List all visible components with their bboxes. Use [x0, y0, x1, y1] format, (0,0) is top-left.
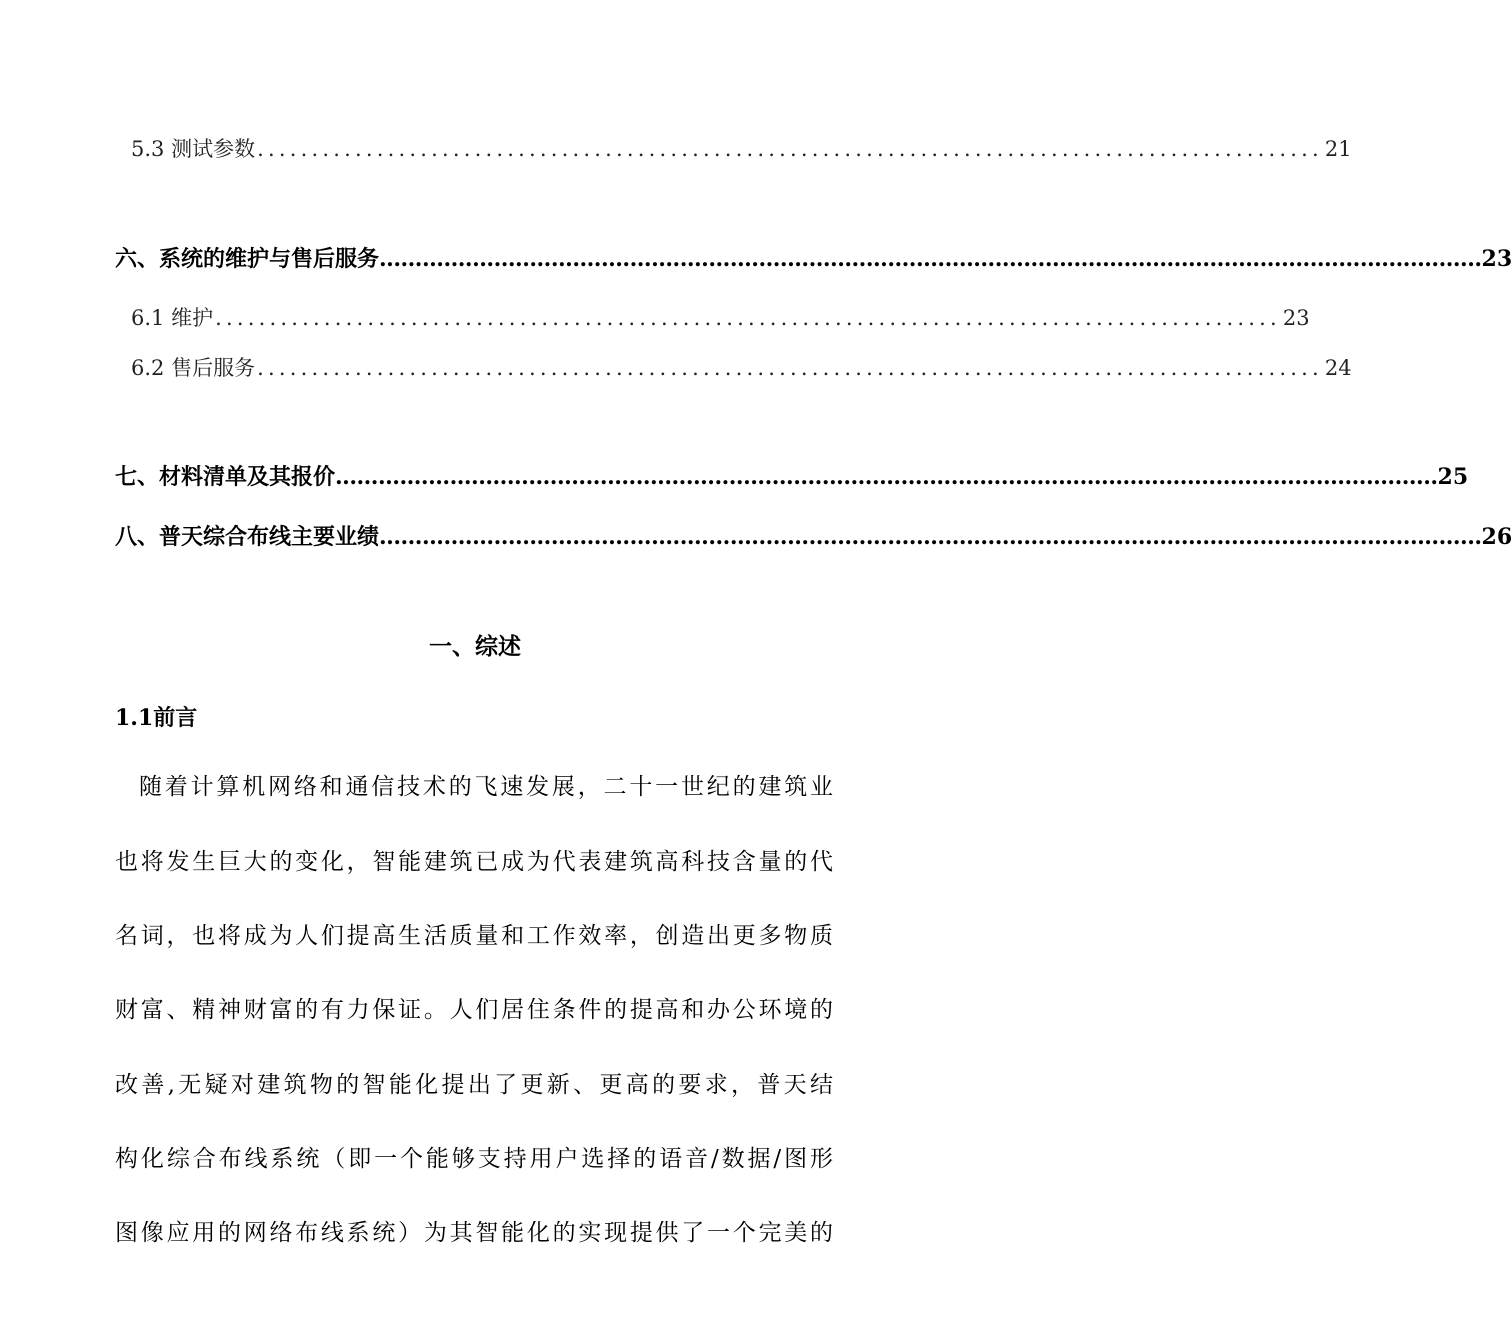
toc-page-number: 24 [1324, 356, 1352, 380]
toc-entry-chapter-6[interactable] [115, 242, 1512, 273]
toc-entry-label: 5.3 测试参数 [131, 137, 256, 161]
toc-page-number: 25 [1437, 464, 1469, 490]
toc-page-number: 23 [1282, 306, 1310, 330]
toc-leader-dots: .......................................................................................................................................................... [379, 246, 1482, 272]
paragraph-line: 财富、精神财富的有力保证。人们居住条件的提高和办公环境的 [115, 997, 833, 1023]
toc-page-number: 21 [1324, 137, 1352, 161]
toc-entry-label: 6.2 售后服务 [131, 356, 256, 380]
toc-page-number: 23 [1481, 246, 1512, 272]
toc-entry-label: 七、材料清单及其报价 [115, 464, 336, 490]
toc-entry-5-3[interactable] [115, 133, 1352, 163]
toc-leader-dots: .................................................................................................. [257, 356, 1323, 380]
toc-entry-6-2[interactable] [115, 352, 1352, 382]
toc-leader-dots: .......................................................................................................................................................... [379, 524, 1482, 550]
paragraph-line: 构化综合布线系统（即一个能够支持用户选择的语音/数据/图形 [115, 1146, 833, 1172]
toc-entry-chapter-8[interactable] [115, 520, 1512, 551]
toc-entry-label: 八、普天综合布线主要业绩 [115, 524, 380, 550]
subsection-heading: 1.1前言 [115, 705, 198, 731]
section-title: 一、综述 [429, 633, 521, 660]
toc-leader-dots: .................................................................................................. [215, 306, 1281, 330]
paragraph-line: 随着计算机网络和通信技术的飞速发展，二十一世纪的建筑业 [139, 774, 833, 800]
toc-entry-chapter-7[interactable] [115, 460, 1469, 491]
toc-entry-label: 六、系统的维护与售后服务 [115, 246, 380, 272]
toc-entry-label: 6.1 维护 [131, 306, 214, 330]
paragraph-line: 名词，也将成为人们提高生活质量和工作效率，创造出更多物质 [115, 923, 833, 949]
paragraph-line: 也将发生巨大的变化，智能建筑已成为代表建筑高科技含量的代 [115, 849, 833, 875]
paragraph-line: 改善,无疑对建筑物的智能化提出了更新、更高的要求，普天结 [115, 1072, 833, 1098]
toc-leader-dots: .......................................................................................................................................................... [335, 464, 1438, 490]
toc-page-number: 26 [1481, 524, 1512, 550]
toc-leader-dots: .................................................................................................. [257, 137, 1323, 161]
toc-entry-6-1[interactable] [115, 302, 1310, 332]
paragraph-line: 图像应用的网络布线系统）为其智能化的实现提供了一个完美的 [115, 1220, 833, 1246]
